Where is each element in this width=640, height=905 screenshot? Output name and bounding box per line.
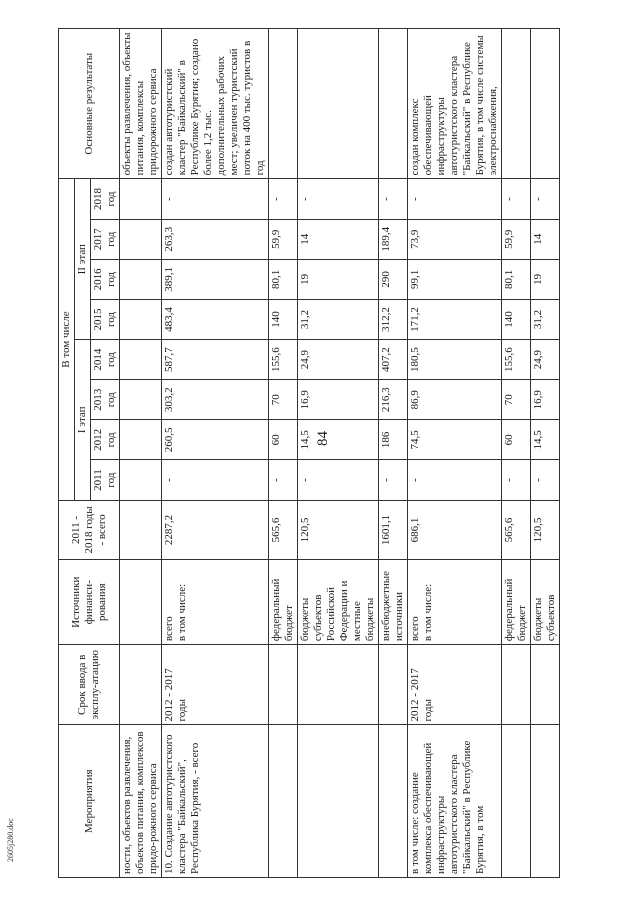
value-cell: 171,2 [408, 299, 502, 339]
value-cell: 189,4 [379, 219, 408, 259]
source-cell: федеральный бюджет [502, 560, 531, 645]
total-cell: 686,1 [408, 500, 502, 560]
total-cell: 120,5 [298, 500, 379, 560]
term-cell [531, 645, 560, 725]
value-cell: 31,2 [298, 299, 379, 339]
value-cell [120, 299, 162, 339]
header-year: 2011 год [91, 460, 120, 500]
total-cell: 120,5 [531, 500, 560, 560]
header-sources: Источники финанси-рования [59, 560, 120, 645]
header-year: 2013 год [91, 380, 120, 420]
activity-cell: 10. Создание автотуристского кластера "Байкальский", Республика Бурятия, - всего [162, 725, 269, 878]
value-cell: 80,1 [269, 259, 298, 299]
table-row [162, 29, 269, 878]
value-cell [120, 340, 162, 380]
source-cell: внебюджетные источники [379, 560, 408, 645]
value-cell [120, 259, 162, 299]
total-cell [120, 500, 162, 560]
value-cell: 16,9 [531, 380, 560, 420]
value-cell: 14 [531, 219, 560, 259]
value-cell: 59,9 [502, 219, 531, 259]
table-row [120, 29, 162, 878]
value-cell: 24,9 [298, 340, 379, 380]
header-year: 2018 год [91, 179, 120, 219]
result-cell: создан комплекс обеспечивающей инфраструктуры автотуристского кластера "Байкальский" в Республике Бурятия, в том числе системы электроснабжения, [408, 29, 502, 179]
term-cell: 2012 - 2017 годы [408, 645, 502, 725]
table-row [531, 29, 560, 878]
value-cell: - [269, 179, 298, 219]
value-cell [120, 380, 162, 420]
source-cell: бюджеты субъектов Российской Федерации и местные бюджеты [298, 560, 379, 645]
total-cell: 565,6 [269, 500, 298, 560]
value-cell: 19 [298, 259, 379, 299]
value-cell: - [298, 179, 379, 219]
source-cell: всего в том числе: [408, 560, 502, 645]
value-cell: - [408, 179, 502, 219]
value-cell: 587,7 [162, 340, 269, 380]
value-cell: 31,2 [531, 299, 560, 339]
value-cell: 16,9 [298, 380, 379, 420]
value-cell: - [408, 460, 502, 500]
source-cell: всего в том числе: [162, 560, 269, 645]
value-cell [120, 179, 162, 219]
header-stage-2: II этап [75, 179, 91, 340]
value-cell: 140 [502, 299, 531, 339]
activity-cell [531, 725, 560, 878]
value-cell: 312,2 [379, 299, 408, 339]
activity-cell [379, 725, 408, 878]
value-cell: 70 [269, 380, 298, 420]
value-cell: - [379, 460, 408, 500]
activity-cell: ности, объектов развлечения, объектов питания, комплексов придо-рожного сервиса [120, 725, 162, 878]
value-cell: 407,2 [379, 340, 408, 380]
value-cell: 303,2 [162, 380, 269, 420]
value-cell: - [502, 460, 531, 500]
value-cell: - [531, 460, 560, 500]
value-cell: 59,9 [269, 219, 298, 259]
value-cell: 86,9 [408, 380, 502, 420]
source-cell: бюджеты субъектов [531, 560, 560, 645]
table-row [408, 29, 502, 878]
value-cell: - [298, 460, 379, 500]
source-cell [120, 560, 162, 645]
header-activities: Мероприятия [59, 725, 120, 878]
result-cell [379, 29, 408, 179]
term-cell [120, 645, 162, 725]
result-cell [531, 29, 560, 179]
value-cell: 73,9 [408, 219, 502, 259]
total-cell: 565,6 [502, 500, 531, 560]
term-cell [298, 645, 379, 725]
header-year: 2014 год [91, 340, 120, 380]
value-cell: 14 [298, 219, 379, 259]
value-cell: 60 [269, 420, 298, 460]
table-row [379, 29, 408, 878]
value-cell: - [379, 179, 408, 219]
header-year: 2015 год [91, 299, 120, 339]
financing-table [58, 28, 618, 878]
value-cell: 389,1 [162, 259, 269, 299]
value-cell: 216,3 [379, 380, 408, 420]
term-cell: 2012 - 2017 годы [162, 645, 269, 725]
value-cell: 140 [269, 299, 298, 339]
value-cell: 483,4 [162, 299, 269, 339]
value-cell: 60 [502, 420, 531, 460]
result-cell [502, 29, 531, 179]
result-cell: создан автотуристский кластер "Байкальский" в Республике Бурятия; создано более 1,2 тыс. дополнительных рабочих мест; увеличен туристский поток на 400 тыс. туристов в год [162, 29, 269, 179]
value-cell: 19 [531, 259, 560, 299]
value-cell: 14,5 [298, 420, 379, 460]
value-cell: 14,5 [531, 420, 560, 460]
value-cell: 24,9 [531, 340, 560, 380]
value-cell: - [162, 179, 269, 219]
value-cell: 290 [379, 259, 408, 299]
value-cell: 74,5 [408, 420, 502, 460]
value-cell: 186 [379, 420, 408, 460]
total-cell: 1601,1 [379, 500, 408, 560]
table-row [269, 29, 298, 878]
value-cell: - [162, 460, 269, 500]
total-cell: 2287,2 [162, 500, 269, 560]
header-in-total: В том числе [59, 179, 75, 500]
header-year: 2016 год [91, 259, 120, 299]
result-cell [269, 29, 298, 179]
source-cell: федеральный бюджет [269, 560, 298, 645]
term-cell [379, 645, 408, 725]
header-total: 2011 - 2018 годы - всего [59, 500, 120, 560]
activity-cell [298, 725, 379, 878]
term-cell [502, 645, 531, 725]
header-commissioning: Срок ввода в эксплу-атацию [59, 645, 120, 725]
value-cell: 260,5 [162, 420, 269, 460]
activity-cell [502, 725, 531, 878]
value-cell: - [531, 179, 560, 219]
value-cell: 155,6 [269, 340, 298, 380]
value-cell: 180,5 [408, 340, 502, 380]
header-year: 2017 год [91, 219, 120, 259]
footer-filename: 2605j280.doc [6, 818, 15, 862]
value-cell: 263,3 [162, 219, 269, 259]
activity-cell [269, 725, 298, 878]
value-cell: 99,1 [408, 259, 502, 299]
header-year: 2012 год [91, 420, 120, 460]
value-cell [120, 420, 162, 460]
result-cell: объекты развлечения, объекты питания, комплексы придорожного сервиса [120, 29, 162, 179]
value-cell: - [269, 460, 298, 500]
result-cell [298, 29, 379, 179]
value-cell [120, 460, 162, 500]
value-cell: - [502, 179, 531, 219]
table-row [298, 29, 379, 878]
value-cell: 155,6 [502, 340, 531, 380]
header-stage-1: I этап [75, 340, 91, 501]
term-cell [269, 645, 298, 725]
value-cell: 70 [502, 380, 531, 420]
activity-cell: в том числе: создание комплекса обеспечивающей инфраструктуры автотуристского кластера "Байкальский" в Республике Бурятия, в том [408, 725, 502, 878]
header-results: Основные результаты [59, 29, 120, 179]
table-row [502, 29, 531, 878]
page-number: 84 [315, 431, 331, 446]
value-cell: 80,1 [502, 259, 531, 299]
value-cell [120, 219, 162, 259]
